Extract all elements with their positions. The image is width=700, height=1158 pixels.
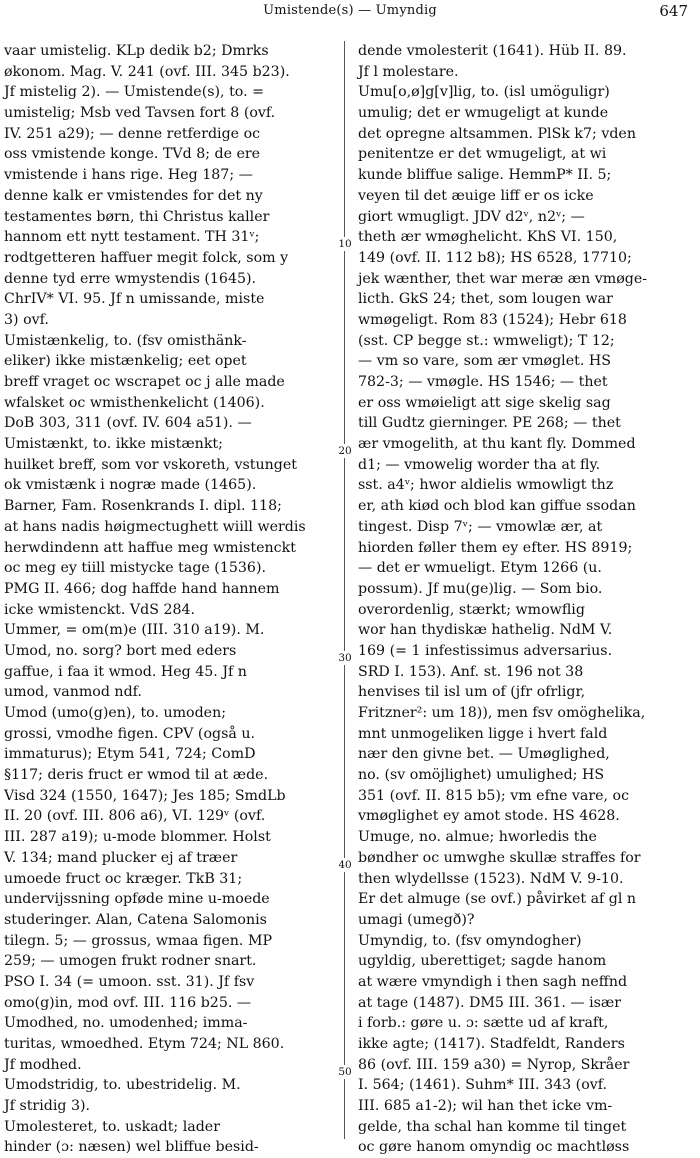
text-line: er oss wmøieligt att sige skelig sag xyxy=(358,394,611,411)
text-line: giort wmugligt. JDV d2ᵛ, n2ᵛ; — xyxy=(358,208,585,225)
text-line: then wlydellsse (1523). NdM V. 9-10. xyxy=(358,870,624,887)
text-line: hannom ett nytt testament. TH 31ᵛ; xyxy=(4,229,260,246)
running-title: Umistende(s) — Umyndig xyxy=(263,3,437,18)
text-line: hinder (ɔ: næsen) wel bliffue besid- xyxy=(4,1139,259,1156)
text-line: at tage (1487). DM5 III. 361. — især xyxy=(358,994,622,1011)
text-line: ikke agte; (1417). Stadfeldt, Randers xyxy=(358,1036,625,1052)
text-line: breff vraget oc wscrapet oc j alle made xyxy=(4,374,285,390)
text-line: DoB 303, 311 (ovf. IV. 604 a51). — xyxy=(4,415,252,432)
text-line: Umod, no. sorg? bort med eders xyxy=(4,642,237,659)
text-line: till Gudtz gierninger. PE 268; — thet xyxy=(358,415,621,432)
text-line: SRD I. 153). Anf. st. 196 not 38 xyxy=(358,663,584,680)
text-line: oc meg ey tiill mistycke tage (1536). xyxy=(4,560,266,577)
text-line: ok vmistænk i nogræ made (1465). xyxy=(4,477,257,494)
text-line: II. 20 (ovf. III. 806 a6), VI. 129ᵛ (ovf. xyxy=(4,808,266,825)
text-line: Umodhed, no. umodenhed; imma- xyxy=(4,1015,248,1032)
text-line: Barner, Fam. Rosenkrands I. dipl. 118; xyxy=(4,498,282,515)
text-line: possum). Jf mu(ge)lig. — Som bio. xyxy=(358,580,603,597)
page-number: 647 xyxy=(659,2,688,20)
text-line: eliker) ikke mistænkelig; eet opet xyxy=(4,353,247,370)
text-line: rodtgetteren haffuer megit folck, som y xyxy=(4,249,289,266)
text-line: penitentze er det wmugeligt, at wi xyxy=(358,146,607,163)
margin-line-number: 50 xyxy=(334,1065,356,1079)
text-line: PMG II. 466; dog haffde hand hannem xyxy=(4,580,280,597)
text-line: undervijssning opføde mine u-moede xyxy=(4,891,270,908)
text-line: Umod (umo(g)en), to. umoden; xyxy=(4,705,226,721)
text-line: veyen til det æuige liff er os icke xyxy=(358,187,594,204)
text-line: i forb.: gøre u. ɔ: sætte ud af kraft, xyxy=(358,1015,609,1032)
text-line: ær vmogelith, at thu kant fly. Dommed xyxy=(358,436,636,453)
text-line: Ummer, = om(m)e (III. 310 a19). M. xyxy=(4,622,265,639)
text-line: Jf mistelig 2). — Umistende(s), to. = xyxy=(4,84,264,101)
text-line: Er det almuge (se ovf.) påvirket af gl n xyxy=(358,891,637,908)
text-line: vmistende i hans rige. Heg 187; — xyxy=(4,167,253,184)
text-line: immaturus); Etym 541, 724; ComD xyxy=(4,746,256,763)
text-line: dende vmolesterit (1641). Hüb II. 89. xyxy=(358,43,627,59)
text-line: umulig; det er wmugeligt at kunde xyxy=(358,105,609,122)
text-line: det opregne altsammen. PlSk k7; vden xyxy=(358,125,636,142)
text-line: hiorden føller them ey efter. HS 8919; xyxy=(358,539,633,556)
text-line: umod, vanmod ndf. xyxy=(4,684,142,701)
text-line: nær den givne bet. — Umøglighed, xyxy=(358,746,610,763)
text-line: henvises til isl um of (jfr ofrligr, xyxy=(358,684,586,701)
text-line: gelde, tha schal han komme til tinget xyxy=(358,1118,627,1135)
text-line: tilegn. 5; — grossus, wmaa figen. MP xyxy=(4,932,273,949)
text-line: wmøgeligt. Rom 83 (1524); Hebr 618 xyxy=(358,311,627,328)
text-line: icke wmistenckt. VdS 284. xyxy=(4,601,196,618)
text-line: 259; — umogen frukt rodner snart. xyxy=(4,953,257,970)
text-line: Umyndig, to. (fsv omyndogher) xyxy=(358,932,582,949)
text-line: at wære vmyndigh i then sagh neffnd xyxy=(358,973,628,990)
text-line: IV. 251 a29); — denne retferdige oc xyxy=(4,125,261,142)
text-line: Umistænkelig, to. (fsv omisthänk- xyxy=(4,332,247,349)
text-line: overordenlig, stærkt; wmowflig xyxy=(358,601,585,618)
text-line: Jf modhed. xyxy=(4,1056,82,1073)
text-line: Umu[o,ø]g[v]lig, to. (isl umöguligr) xyxy=(358,84,610,101)
text-line: III. 287 a19); u-mode blommer. Holst xyxy=(4,829,271,846)
text-line: wfalsket oc wmisthenkelicht (1406). xyxy=(4,394,265,411)
text-line: §117; deris fruct er wmod til at æde. xyxy=(4,767,269,784)
margin-line-number: 40 xyxy=(334,858,356,872)
right-column xyxy=(358,41,696,1156)
text-line: oc gøre hanom omyndig oc machtløss xyxy=(358,1139,630,1156)
text-line: er, ath kiød och blod kan giffue ssodan xyxy=(358,498,636,515)
text-line: at hans nadis høigmectughett wiill werdis xyxy=(4,518,306,535)
margin-line-number: 20 xyxy=(334,444,356,458)
text-line: 3) ovf. xyxy=(4,311,49,328)
margin-line-number: 10 xyxy=(334,237,356,251)
text-line: jek wænther, thet war meræ æn vmøge- xyxy=(358,270,648,287)
text-line: umistelig; Msb ved Tavsen fort 8 (ovf. xyxy=(4,105,276,122)
column-divider xyxy=(344,41,345,1139)
text-line: økonom. Mag. V. 241 (ovf. III. 345 b23). xyxy=(4,63,290,80)
text-line: Umuge, no. almue; hworledis the xyxy=(358,829,597,846)
text-line: tingest. Disp 7ᵛ; — vmowlæ ær, at xyxy=(358,518,603,535)
text-line: omo(g)in, mod ovf. III. 116 b25. — xyxy=(4,994,252,1011)
text-line: grossi, vmodhe figen. CPV (også u. xyxy=(4,725,255,742)
text-line: no. (sv omöjlighet) umulighed; HS xyxy=(358,767,605,784)
text-line: turitas, wmoedhed. Etym 724; NL 860. xyxy=(4,1036,285,1052)
text-line: — det er wmueligt. Etym 1266 (u. xyxy=(358,560,602,577)
running-header xyxy=(0,0,700,26)
text-line: huilket breff, som vor vskoreth, vstunget xyxy=(4,456,297,473)
left-column xyxy=(4,41,334,1156)
text-line: umagi (umegð)? xyxy=(358,911,475,928)
text-line: V. 134; mand plucker ej af træer xyxy=(4,849,238,866)
text-line: Umistænkt, to. ikke mistænkt; xyxy=(4,436,223,453)
text-line: Jf stridig 3). xyxy=(4,1098,91,1115)
text-line: — vm so vare, som ær vmøglet. HS xyxy=(358,353,611,370)
text-line: 169 (= 1 infestissimus adversarius. xyxy=(358,642,613,659)
text-line: Umolesteret, to. uskadt; lader xyxy=(4,1118,220,1135)
text-line: umoede fruct oc kræger. TkB 31; xyxy=(4,870,243,887)
text-line: 149 (ovf. II. 112 b8); HS 6528, 17710; xyxy=(358,249,632,266)
text-line: (sst. CP begge st.: wmweligt); T 12; xyxy=(358,332,615,349)
text-line: Visd 324 (1550, 1647); Jes 185; SmdLb xyxy=(4,787,286,804)
text-line: Umodstridig, to. ubestridelig. M. xyxy=(4,1077,241,1094)
text-line: sst. a4ᵛ; hwor aldielis wmowligt thz xyxy=(358,477,614,494)
text-line: denne kalk er vmistendes for det ny xyxy=(4,187,263,204)
text-line: PSO I. 34 (= umoon. sst. 31). Jf fsv xyxy=(4,973,255,990)
text-line: ugyldig, uberettiget; sagde hanom xyxy=(358,953,607,970)
text-line: 782-3; — vmøgle. HS 1546; — thet xyxy=(358,374,608,390)
text-line: d1; — vmowelig worder tha at fly. xyxy=(358,456,601,473)
text-line: 351 (ovf. II. 815 b5); vm efne vare, oc xyxy=(358,787,630,804)
margin-line-number: 30 xyxy=(334,651,356,665)
text-line: theth ær wmøghelicht. KhS VI. 150, xyxy=(358,229,618,246)
text-line: gaffue, i faa it wmod. Heg 45. Jf n xyxy=(4,663,247,680)
text-line: mnt unmogeliken ligge i hvert fald xyxy=(358,725,608,742)
text-line: licth. GkS 24; thet, som lougen war xyxy=(358,291,613,308)
text-line: 86 (ovf. III. 159 a30) = Nyrop, Skråer xyxy=(358,1056,630,1073)
text-line: III. 685 a1-2); wil han thet icke vm- xyxy=(358,1098,613,1115)
text-line: vaar umistelig. KLp dedik b2; Dmrks xyxy=(4,43,269,59)
text-line: bøndher oc umwghe skullæ straffes for xyxy=(358,849,641,866)
text-line: I. 564; (1461). Suhm* III. 343 (ovf. xyxy=(358,1077,608,1094)
text-line: Jf l molestare. xyxy=(358,63,459,80)
text-line: wor han thydiskæ hathelig. NdM V. xyxy=(358,622,613,639)
text-line: testamentes børn, thi Christus kaller xyxy=(4,208,270,225)
text-line: ChrIV* VI. 95. Jf n umissande, miste xyxy=(4,291,265,308)
text-line: kunde bliffue salige. HemmP* II. 5; xyxy=(358,167,612,184)
text-line: vmøglighet ey amot stode. HS 4628. xyxy=(358,808,620,825)
text-line: herwdindenn att haffue meg wmistenckt xyxy=(4,539,296,556)
text-line: oss vmistende konge. TVd 8; de ere xyxy=(4,146,261,163)
text-line: Fritzner²: um 18)), men fsv omöghelika, xyxy=(358,705,646,721)
text-line: studeringer. Alan, Catena Salomonis xyxy=(4,911,267,928)
text-line: denne tyd erre wmystendis (1645). xyxy=(4,270,257,287)
